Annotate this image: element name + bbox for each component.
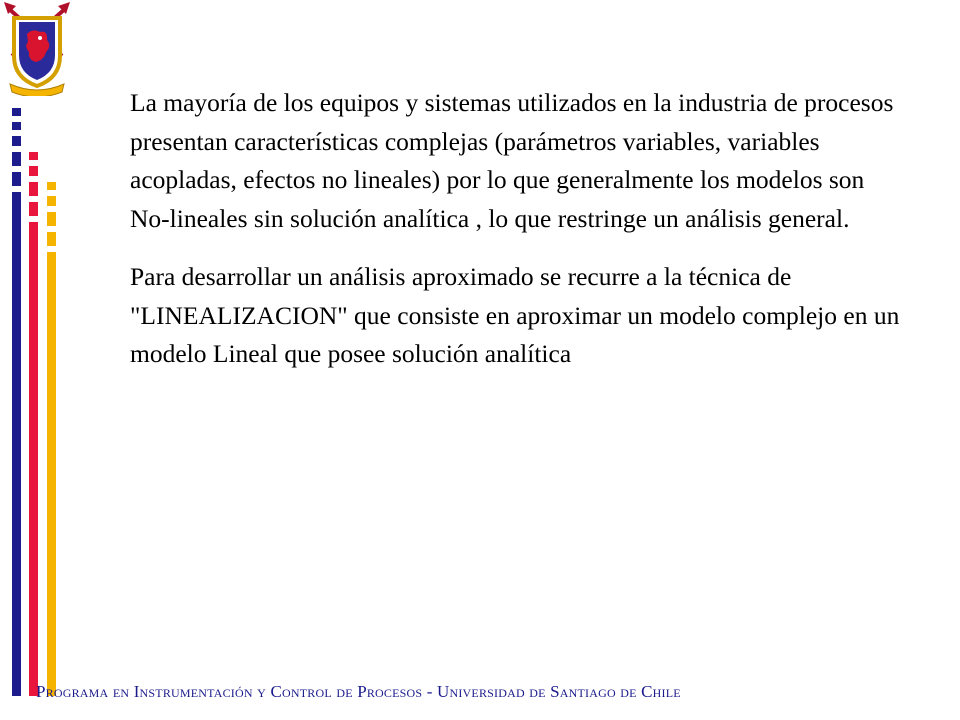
paragraph-linearization: Para desarrollar un análisis aproximado se recurre a la técnica de "LINEALIZACION" que consiste en aproximar un modelo complejo en un modelo Lineal que posee solución analítica [130,262,900,368]
paragraph-nonlinear-models: La mayoría de los equipos y sistemas utilizados en la industria de procesos presentan características complejas (parámetros variables, variables acopladas, efectos no lineales) por lo que generalmente los modelos son No-lineales sin solución analítica , lo que restringe un análisis general. [130,88,894,233]
stripe-dash [47,196,56,206]
stripe-dash [29,182,38,196]
stripe-dash [47,212,56,226]
stripe-dash [47,232,56,246]
red-stripe [29,222,38,696]
stripe-dash [12,172,21,186]
stripe-dash [12,136,21,146]
stripe-dash [47,182,56,190]
stripe-dash [12,122,21,130]
blue-stripe [12,192,21,696]
stripe-dash [29,202,38,216]
slide-body [130,84,910,374]
stripe-dash [12,108,21,116]
gold-stripe [47,252,56,696]
university-crest-icon [0,0,74,96]
stripe-dash [12,152,21,166]
stripe-dash [29,166,38,176]
stripe-dash [29,152,38,160]
slide-footer: Programa en Instrumentación y Control de Procesos - Universidad de Santiago de Chile [36,682,681,701]
